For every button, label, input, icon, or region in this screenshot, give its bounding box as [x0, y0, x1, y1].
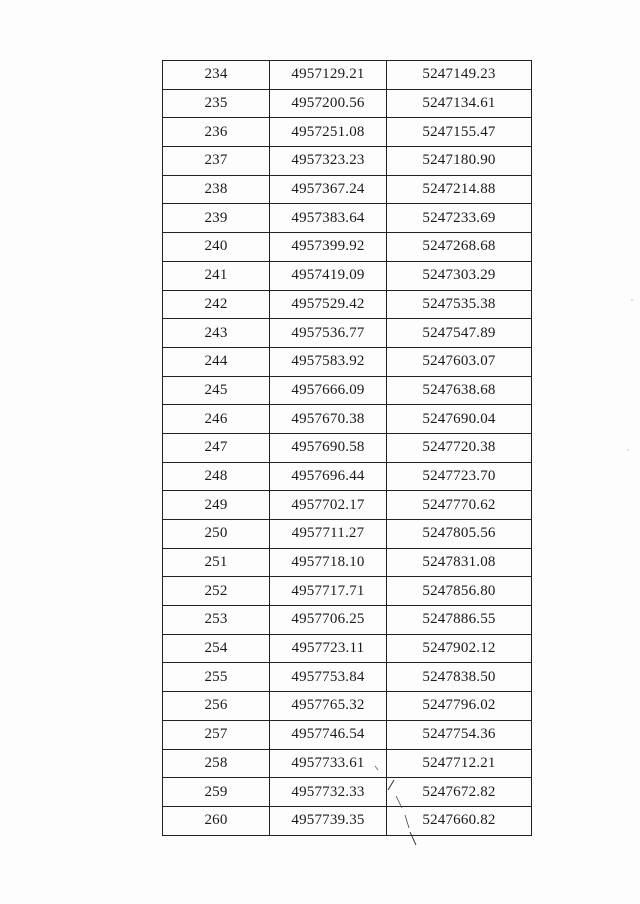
point-number: 242	[163, 290, 270, 319]
table-row	[163, 118, 532, 147]
point-number: 253	[163, 606, 270, 635]
x-coordinate: 4957765.32	[270, 692, 387, 721]
x-coordinate: 4957383.64	[270, 204, 387, 233]
y-coordinate: 5247720.38	[387, 433, 532, 462]
table-row	[163, 634, 532, 663]
x-coordinate: 4957696.44	[270, 462, 387, 491]
point-number: 250	[163, 520, 270, 549]
x-coordinate: 4957129.21	[270, 61, 387, 90]
point-number: 251	[163, 548, 270, 577]
point-number: 247	[163, 433, 270, 462]
point-number: 244	[163, 347, 270, 376]
y-coordinate: 5247303.29	[387, 261, 532, 290]
x-coordinate: 4957529.42	[270, 290, 387, 319]
y-coordinate: 5247535.38	[387, 290, 532, 319]
table-row	[163, 749, 532, 778]
y-coordinate: 5247180.90	[387, 147, 532, 176]
y-coordinate: 5247155.47	[387, 118, 532, 147]
point-number: 246	[163, 405, 270, 434]
table-row	[163, 261, 532, 290]
x-coordinate: 4957251.08	[270, 118, 387, 147]
y-coordinate: 5247886.55	[387, 606, 532, 635]
y-coordinate: 5247838.50	[387, 663, 532, 692]
table-row	[163, 233, 532, 262]
y-coordinate: 5247268.68	[387, 233, 532, 262]
table-row	[163, 347, 532, 376]
y-coordinate: 5247603.07	[387, 347, 532, 376]
point-number: 235	[163, 89, 270, 118]
x-coordinate: 4957723.11	[270, 634, 387, 663]
table-row	[163, 61, 532, 90]
point-number: 241	[163, 261, 270, 290]
x-coordinate: 4957702.17	[270, 491, 387, 520]
x-coordinate: 4957746.54	[270, 720, 387, 749]
table-row	[163, 175, 532, 204]
x-coordinate: 4957200.56	[270, 89, 387, 118]
x-coordinate: 4957323.23	[270, 147, 387, 176]
point-number: 255	[163, 663, 270, 692]
x-coordinate: 4957717.71	[270, 577, 387, 606]
table-row	[163, 520, 532, 549]
table-row	[163, 89, 532, 118]
x-coordinate: 4957536.77	[270, 319, 387, 348]
x-coordinate: 4957583.92	[270, 347, 387, 376]
y-coordinate: 5247149.23	[387, 61, 532, 90]
point-number: 254	[163, 634, 270, 663]
x-coordinate: 4957733.61	[270, 749, 387, 778]
y-coordinate: 5247134.61	[387, 89, 532, 118]
y-coordinate: 5247856.80	[387, 577, 532, 606]
x-coordinate: 4957419.09	[270, 261, 387, 290]
y-coordinate: 5247638.68	[387, 376, 532, 405]
point-number: 237	[163, 147, 270, 176]
table-row	[163, 720, 532, 749]
x-coordinate: 4957690.58	[270, 433, 387, 462]
table-row	[163, 147, 532, 176]
table-row	[163, 376, 532, 405]
x-coordinate: 4957670.38	[270, 405, 387, 434]
x-coordinate: 4957706.25	[270, 606, 387, 635]
y-coordinate: 5247770.62	[387, 491, 532, 520]
table-row	[163, 204, 532, 233]
point-number: 248	[163, 462, 270, 491]
x-coordinate: 4957732.33	[270, 778, 387, 807]
y-coordinate: 5247902.12	[387, 634, 532, 663]
x-coordinate: 4957367.24	[270, 175, 387, 204]
point-number: 259	[163, 778, 270, 807]
y-coordinate: 5247690.04	[387, 405, 532, 434]
y-coordinate: 5247805.56	[387, 520, 532, 549]
x-coordinate: 4957753.84	[270, 663, 387, 692]
table-row	[163, 462, 532, 491]
point-number: 252	[163, 577, 270, 606]
table-row	[163, 405, 532, 434]
y-coordinate: 5247214.88	[387, 175, 532, 204]
y-coordinate: 5247754.36	[387, 720, 532, 749]
x-coordinate: 4957666.09	[270, 376, 387, 405]
table-row	[163, 290, 532, 319]
y-coordinate: 5247547.89	[387, 319, 532, 348]
table-row	[163, 433, 532, 462]
table-row	[163, 663, 532, 692]
coordinate-table	[162, 60, 532, 836]
table-row	[163, 577, 532, 606]
y-coordinate: 5247672.82	[387, 778, 532, 807]
x-coordinate: 4957399.92	[270, 233, 387, 262]
point-number: 243	[163, 319, 270, 348]
y-coordinate: 5247723.70	[387, 462, 532, 491]
table-row	[163, 548, 532, 577]
point-number: 239	[163, 204, 270, 233]
y-coordinate: 5247233.69	[387, 204, 532, 233]
table-row	[163, 806, 532, 835]
point-number: 245	[163, 376, 270, 405]
point-number: 240	[163, 233, 270, 262]
point-number: 260	[163, 806, 270, 835]
point-number: 238	[163, 175, 270, 204]
table-row	[163, 319, 532, 348]
point-number: 258	[163, 749, 270, 778]
table-row	[163, 778, 532, 807]
y-coordinate: 5247660.82	[387, 806, 532, 835]
point-number: 236	[163, 118, 270, 147]
point-number: 256	[163, 692, 270, 721]
y-coordinate: 5247796.02	[387, 692, 532, 721]
table-row	[163, 606, 532, 635]
table-row	[163, 491, 532, 520]
point-number: 249	[163, 491, 270, 520]
y-coordinate: 5247831.08	[387, 548, 532, 577]
x-coordinate: 4957718.10	[270, 548, 387, 577]
point-number: 257	[163, 720, 270, 749]
table-row	[163, 692, 532, 721]
x-coordinate: 4957711.27	[270, 520, 387, 549]
y-coordinate: 5247712.21	[387, 749, 532, 778]
x-coordinate: 4957739.35	[270, 806, 387, 835]
point-number: 234	[163, 61, 270, 90]
